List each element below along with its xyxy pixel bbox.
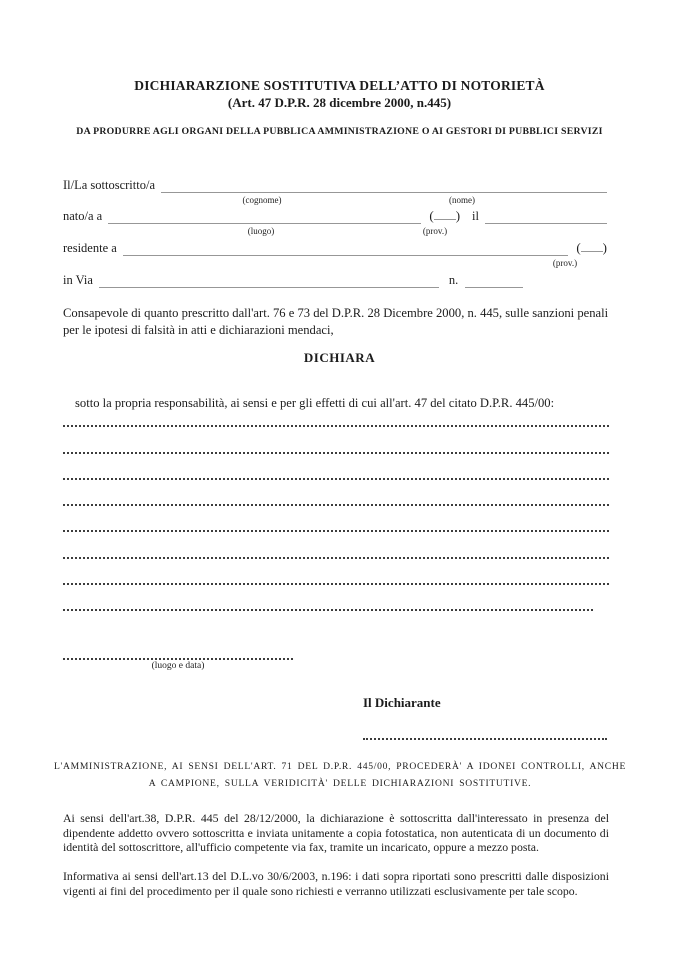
street-field-line[interactable]	[99, 273, 439, 288]
place-date-field-line[interactable]	[63, 634, 293, 660]
row-street	[63, 266, 607, 288]
submission-notice: Ai sensi dell'art.38, D.P.R. 445 del 28/12/2000, la dichiarazione è sottoscritta dall'interessato in presenza del dipendente addetto ovvero sottoscritta e inviata unitamente a copia fotostatica, non autenticata di un documento di identità del sottoscrittore, all'ufficio competente via fax, tramite un incaricato, oppure a mezzo posta.	[63, 811, 609, 855]
residence-prov-hint: (prov.)	[552, 258, 578, 268]
name-hint: (nome)	[449, 195, 475, 205]
declarant-heading: Il Dichiarante	[363, 695, 441, 710]
row-birth	[63, 202, 607, 224]
document-title: DICHIARARZIONE SOSTITUTIVA DELL’ATTO DI NOTORIETÀ	[134, 78, 545, 93]
place-date-hint: (luogo e data)	[151, 661, 205, 671]
signature-field-line[interactable]	[363, 714, 607, 740]
document-subtitle: DA PRODURRE AGLI ORGANI DELLA PUBBLICA AMMINISTRAZIONE O AI GESTORI DI PUBBLICI SERVIZI	[76, 126, 603, 137]
date-label: il	[472, 209, 479, 223]
declaration-lines	[63, 401, 609, 611]
awareness-paragraph: Consapevole di quanto prescritto dall'art. 76 e 73 del D.P.R. 28 Dicembre 2000, n. 445, sulle sanzioni penali per le ipotesi di falsità in atti e dichiarazioni mendaci,	[63, 306, 609, 337]
subscriber-label: Il/La sottoscritto/a	[63, 178, 155, 192]
controls-notice: L'AMMINISTRAZIONE, AI SENSI DELL'ART. 71 DEL D.P.R. 445/00, PROCEDERÀ' A IDONEI CONTROLLI, ANCHE A CAMPIONE, SULLA VERIDICITÀ' DELLE DICHIARAZIONI SOSTITUTIVE.	[53, 761, 627, 789]
declaration-dotted-line[interactable]	[63, 559, 609, 585]
declaration-dotted-line[interactable]	[63, 506, 609, 532]
subscriber-field-line[interactable]	[161, 178, 607, 193]
birth-place-field-line[interactable]	[108, 209, 421, 224]
privacy-notice: Informativa ai sensi dell'art.13 del D.L.vo 30/6/2003, n.196: i dati sopra riportati sono prescritti dalle disposizioni vigenti ai fini del procedimento per il quale sono richiesti e verranno utilizzati esclusivamente per tale scopo.	[63, 869, 609, 898]
born-label: nato/a a	[63, 209, 103, 223]
declaration-dotted-line[interactable]	[63, 427, 609, 453]
declaration-dotted-line[interactable]	[63, 401, 609, 427]
surname-hint: (cognome)	[242, 195, 282, 205]
row-subscriber	[63, 171, 607, 193]
residence-prov-field-line[interactable]	[581, 239, 603, 252]
civic-number-field-line[interactable]	[465, 273, 523, 288]
paren-close: )	[602, 240, 607, 255]
declaration-dotted-line[interactable]	[63, 454, 609, 480]
birth-prov-field-line[interactable]	[434, 207, 456, 220]
declaration-dotted-line[interactable]	[63, 585, 593, 611]
place-hint: (luogo)	[247, 226, 275, 236]
paren-open: (	[429, 208, 434, 223]
declares-heading: DICHIARA	[303, 350, 376, 365]
street-label: in Via	[63, 273, 93, 287]
birth-prov-group	[429, 207, 460, 224]
birth-prov-hint: (prov.)	[422, 226, 448, 236]
declaration-dotted-line[interactable]	[63, 532, 609, 558]
declaration-dotted-line[interactable]	[63, 480, 609, 506]
residence-prov-group	[576, 239, 607, 256]
residence-place-field-line[interactable]	[123, 241, 569, 256]
resident-label: residente a	[63, 241, 117, 255]
law-reference: (Art. 47 D.P.R. 28 dicembre 2000, n.445)	[227, 95, 452, 110]
row-residence	[63, 234, 607, 256]
paren-close: )	[455, 208, 461, 223]
birth-date-field-line[interactable]	[485, 209, 607, 224]
civic-label: n.	[448, 273, 459, 287]
paren-open: (	[576, 240, 581, 255]
responsibility-line: sotto la propria responsabilità, ai sensi e per gli effetti di cui all'art. 47 del citato D.P.R. 445/00:	[75, 396, 555, 410]
